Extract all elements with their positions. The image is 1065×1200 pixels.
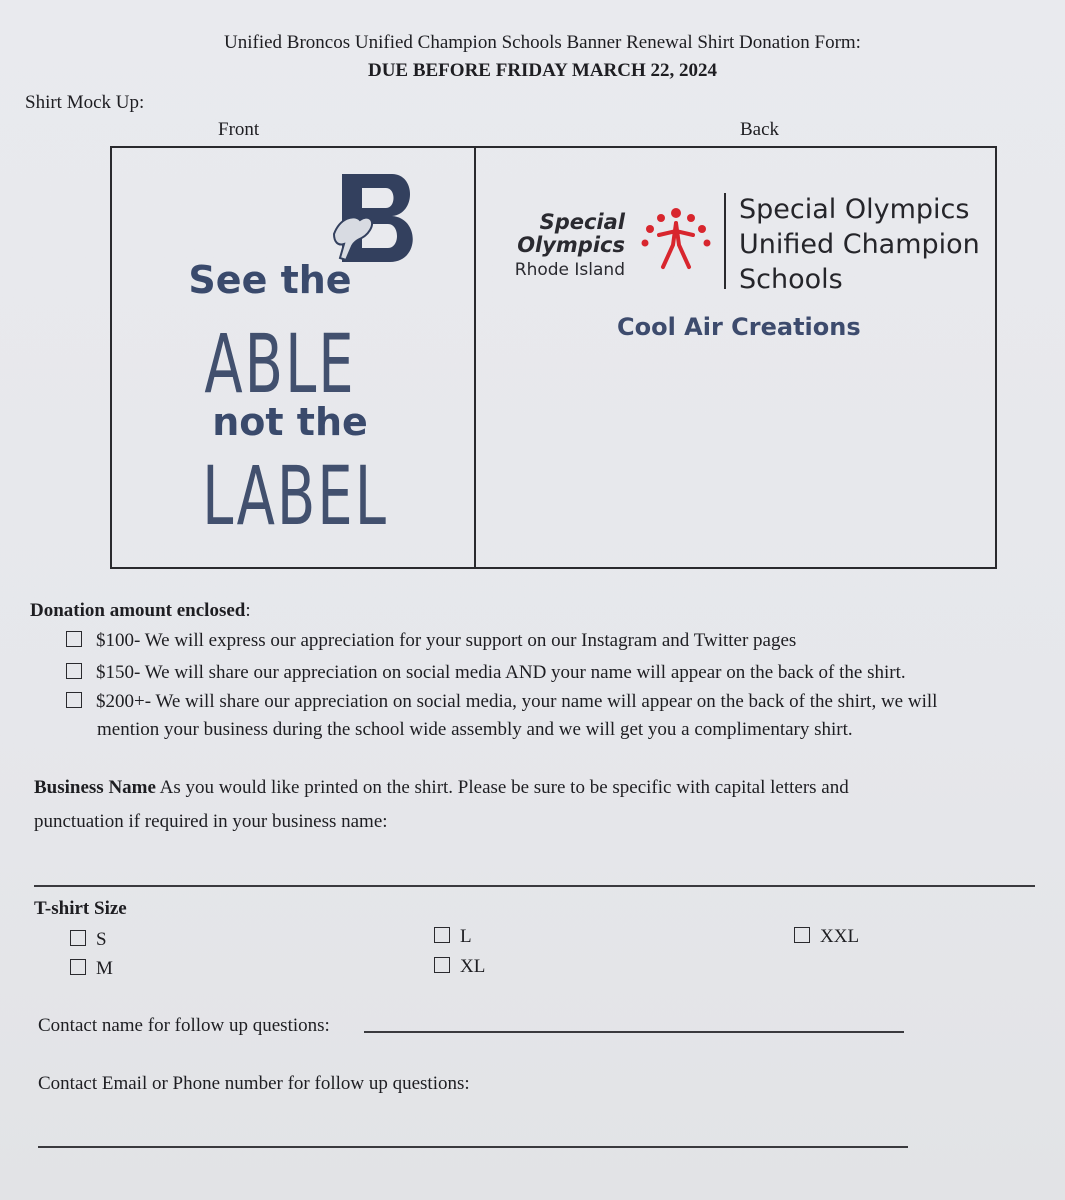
checkbox-icon[interactable] (66, 631, 82, 647)
tshirt-size-heading: T-shirt Size (34, 898, 127, 919)
business-name-instructions-2: punctuation if required in your business name: (34, 811, 388, 832)
checkbox-icon[interactable] (794, 927, 810, 943)
front-able: ABLE (204, 318, 356, 413)
checkbox-icon[interactable] (434, 957, 450, 973)
size-option-s[interactable]: S (70, 929, 107, 951)
special-olympics-word-2: Olympics (517, 233, 625, 257)
checkbox-icon[interactable] (70, 930, 86, 946)
donation-option-100[interactable]: $100- We will express our appreciation for your support on our Instagram and Twitter pages (66, 630, 796, 652)
business-name-field[interactable] (34, 885, 1035, 887)
donation-option-150[interactable]: $150- We will share our appreciation on social media AND your name will appear on the back of the shirt. (66, 662, 906, 684)
front-not-the: not the (212, 400, 368, 444)
donation-option-200-continued: mention your business during the school wide assembly and we will get you a complimentary shirt. (97, 719, 853, 740)
front-label-word: LABEL (202, 450, 388, 545)
sponsor-name: Cool Air Creations (617, 313, 861, 341)
checkbox-icon[interactable] (66, 663, 82, 679)
special-olympics-logo-icon (637, 205, 715, 275)
checkbox-icon[interactable] (434, 927, 450, 943)
contact-email-label: Contact Email or Phone number for follow up questions: (38, 1073, 470, 1094)
ucs-line-3: Schools (739, 264, 843, 295)
size-option-xl[interactable]: XL (434, 956, 485, 978)
donation-option-200[interactable]: $200+- We will share our appreciation on social media, your name will appear on the back of the shirt, we will (66, 691, 937, 713)
due-date: DUE BEFORE FRIDAY MARCH 22, 2024 (367, 60, 718, 81)
form-title: Unified Broncos Unified Champion Schools Banner Renewal Shirt Donation Form: (224, 32, 861, 53)
ucs-line-1: Special Olympics (739, 194, 970, 225)
back-label: Back (740, 119, 780, 140)
size-option-l[interactable]: L (434, 926, 472, 948)
broncos-b-logo-icon (330, 168, 420, 268)
mockup-divider (474, 146, 476, 569)
special-olympics-word-1: Special (539, 210, 625, 234)
logo-divider (724, 193, 726, 289)
ucs-line-2: Unified Champion (739, 229, 980, 260)
size-option-m[interactable]: M (70, 958, 113, 980)
contact-email-field[interactable] (38, 1146, 908, 1148)
mockup-label: Shirt Mock Up: (25, 92, 145, 113)
size-option-xxl[interactable]: XXL (794, 926, 859, 948)
front-see-the: See the (188, 258, 352, 302)
contact-name-field[interactable] (364, 1031, 904, 1033)
front-label: Front (218, 119, 260, 140)
donation-heading: Donation amount enclosed: (30, 600, 251, 621)
checkbox-icon[interactable] (70, 959, 86, 975)
checkbox-icon[interactable] (66, 692, 82, 708)
business-name-instructions: Business Name As you would like printed on the shirt. Please be sure to be specific with capital letters and (34, 777, 849, 798)
rhode-island-label: Rhode Island (514, 260, 625, 280)
contact-name-label: Contact name for follow up questions: (38, 1015, 330, 1036)
